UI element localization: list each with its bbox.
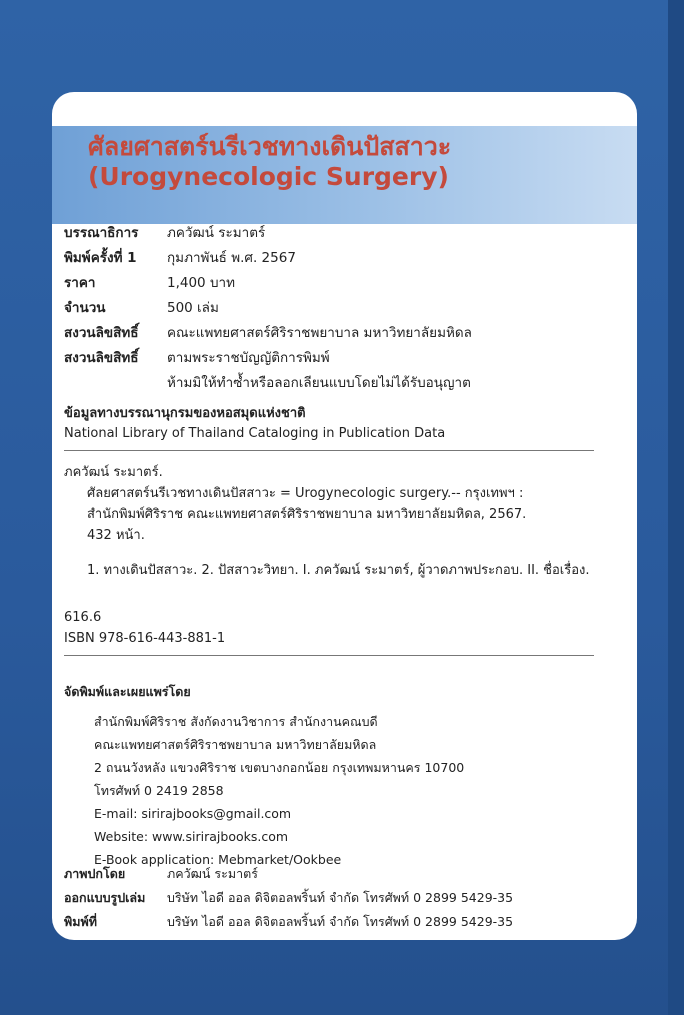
detail-value: ตามพระราชบัญญัติการพิมพ์ (167, 349, 330, 366)
imprint-card (52, 92, 637, 940)
call-number: 616.6 (64, 610, 102, 625)
credit-label: ภาพปกโดย (64, 866, 126, 881)
publisher-line: 2 ถนนวังหลัง แขวงศิริราช เขตบางกอกน้อย กรุงเทพมหานคร 10700 (94, 759, 465, 775)
detail-row (64, 344, 472, 369)
detail-row (64, 319, 472, 344)
detail-continuation: ห้ามมิให้ทำซ้ำหรือลอกเลียนแบบโดยไม่ได้รับอนุญาต (167, 374, 471, 391)
credit-row (64, 910, 513, 934)
classification (64, 607, 225, 649)
publisher-line: Website: www.sirirajbooks.com (94, 829, 289, 844)
cip-publisher-line: สำนักพิมพ์ศิริราช คณะแพทยศาสตร์ศิริราชพยาบาล มหาวิทยาลัยมหิดล, 2567. (87, 507, 527, 522)
credit-row (64, 886, 513, 910)
cip-heading-thai: ข้อมูลทางบรรณานุกรมของหอสมุดแห่งชาติ (64, 406, 306, 421)
publisher-block (64, 682, 464, 871)
publisher-line: โทรศัพท์ 0 2419 2858 (94, 782, 224, 798)
title-english: (Urogynecologic Surgery) (88, 162, 449, 191)
credit-value: ภควัฒน์ ระมาตร์ (167, 866, 258, 881)
cip-title-line: ศัลยศาสตร์นรีเวชทางเดินปัสสาวะ = Urogynecologic surgery.-- กรุงเทพฯ : (87, 486, 524, 501)
detail-value: คณะแพทยศาสตร์ศิริราชพยาบาล มหาวิทยาลัยมหิดล (167, 324, 472, 341)
detail-label: สงวนลิขสิทธิ์ (64, 324, 139, 341)
detail-label: พิมพ์ครั้งที่ 1 (64, 249, 137, 266)
title-thai: ศัลยศาสตร์นรีเวชทางเดินปัสสาวะ (88, 132, 452, 161)
publisher-line: คณะแพทยศาสตร์ศิริราชพยาบาล มหาวิทยาลัยมหิดล (94, 736, 377, 752)
credits (64, 862, 513, 934)
detail-value: 500 เล่ม (167, 299, 219, 316)
cip-heading-english: National Library of Thailand Cataloging in Publication Data (64, 426, 446, 441)
cip-record (64, 462, 590, 581)
publisher-line: E-Book application: Mebmarket/Ookbee (94, 852, 342, 867)
detail-row (64, 219, 472, 244)
isbn: ISBN 978-616-443-881-1 (64, 631, 226, 646)
publisher-heading: จัดพิมพ์และเผยแพร่โดย (64, 684, 191, 699)
credit-label: พิมพ์ที่ (64, 914, 97, 929)
detail-row (64, 244, 472, 269)
credit-value: บริษัท ไอดี ออล ดิจิตอลพริ้นท์ จำกัด โทรศัพท์ 0 2899 5429-35 (167, 890, 514, 905)
detail-label: จำนวน (64, 299, 106, 316)
book-spine (668, 0, 684, 1015)
detail-value: ภควัฒน์ ระมาตร์ (167, 224, 266, 241)
cip-heading (64, 402, 445, 441)
cip-author: ภควัฒน์ ระมาตร์. (64, 465, 163, 480)
credit-row (64, 862, 513, 886)
publisher-line: สำนักพิมพ์ศิริราช สังกัดงานวิชาการ สำนักงานคณบดี (94, 713, 378, 729)
detail-row (64, 294, 472, 319)
publisher-line: E-mail: sirirajbooks@gmail.com (94, 806, 292, 821)
credit-value: บริษัท ไอดี ออล ดิจิตอลพริ้นท์ จำกัด โทรศัพท์ 0 2899 5429-35 (167, 914, 514, 929)
detail-label: ราคา (64, 274, 96, 291)
detail-value: กุมภาพันธ์ พ.ศ. 2567 (167, 249, 296, 266)
detail-row (64, 269, 472, 294)
detail-label: บรรณาธิการ (64, 224, 139, 241)
book-title (88, 132, 451, 192)
publication-details (64, 219, 472, 394)
divider (64, 655, 594, 656)
cip-subjects: 1. ทางเดินปัสสาวะ. 2. ปัสสาวะวิทยา. I. ภควัฒน์ ระมาตร์, ผู้วาดภาพประกอบ. II. ชื่อเรื่อง. (87, 563, 590, 578)
detail-label: สงวนลิขสิทธิ์ (64, 349, 139, 366)
cip-pages: 432 หน้า. (87, 528, 145, 543)
detail-value: 1,400 บาท (167, 274, 235, 291)
credit-label: ออกแบบรูปเล่ม (64, 890, 146, 905)
divider (64, 450, 594, 451)
